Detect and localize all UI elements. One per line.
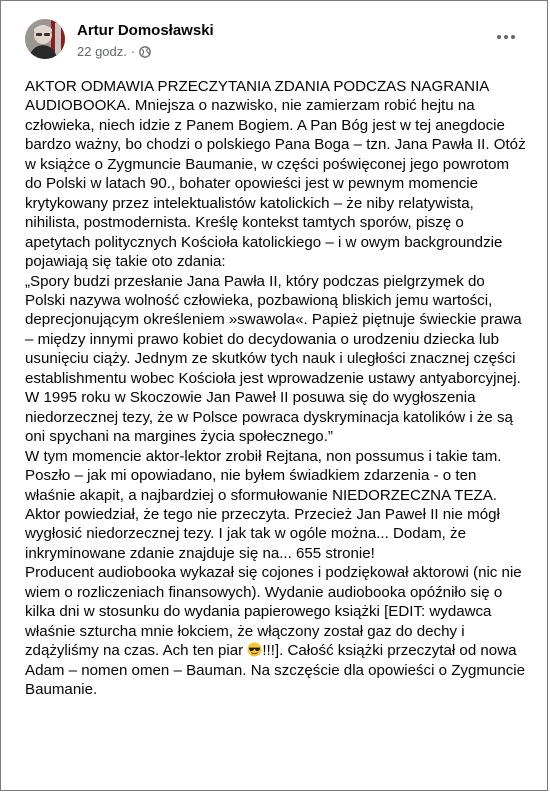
meta-separator: · [130,44,136,59]
post-paragraph-producer-start: Producent audiobooka wykazał się cojones i podziękował aktorowi (nic nie wiem o rozliczeniach finansowych). Wydanie audiobooka opóźniło się o kilka dni w stosunku do wydania papierowego książki [EDIT: wydawca właśnie szturcha mnie łokciem, że włączony został gaz do dechy i zdążyliśmy na czas. Ach ten piar [25,564,522,660]
globe-icon[interactable] [139,46,151,58]
more-options-icon[interactable] [493,27,519,47]
post-paragraph-intro: AKTOR ODMAWIA PRZECZYTANIA ZDANIA PODCZAS NAGRANIA AUDIOBOOKA. Mniejsza o nazwisko, nie zamierzam robić hejtu na człowieka, niech idzie z Panem Bogiem. A Pan Bóg jest w tej anegdocie bardzo ważny, bo chodzi o polskiego Pana Boga – tzn. Jana Pawła II. Otóż w książce o Zygmuncie Baumanie, w części poświęconej jego powrotom do Polski w latach 90., bohater opowieści jest w pewnym momencie krytykowany przez intelektualistów katolickich – że niby relatywista, nihilista, postmodernista. Kreślę kontekst tamtych sporów, piszę o apetytach politycznych Kościoła katolickiego – i w owym backgroundzie pojawiają się takie oto zdania: [25,78,526,271]
sunglasses-emoji-icon [247,642,262,657]
avatar[interactable] [25,19,65,59]
post-meta [77,44,151,59]
timestamp[interactable]: 22 godz. [77,44,127,59]
post-paragraph-producer-end: !!!]. Całość książki przeczytał od nowa Adam – nomen omen – Bauman. Na szczęście dla opowieści o Zygmuncie Baumanie. [25,642,526,699]
post-quote: „Spory budzi przesłanie Jana Pawła II, który podczas pielgrzymek do Polski nazywa wolność człowieka, pozbawioną bliskich jemu wartości, deprecjonującym określeniem »swawola«. Papież piętnuje świeckie prawa – między innymi prawo kobiet do decydowania o urodzeniu dziecka lub usunięciu ciąży. Jednym ze skutków tych nauk i uległości znacznej części establishmentu wobec Kościoła jest wprowadzenie ustawy antyaborcyjnej. W 1995 roku w Skoczowie Jan Paweł II posuwa się do wygłoszenia niedorzecznej tezy, że w Polsce powraca dyskryminacja katolików i że są oni spychani na margines życia społecznego.” [25,272,522,446]
post-body [25,77,529,700]
avatar-photo [25,19,65,59]
post-paragraph-incident: W tym momencie aktor-lektor zrobił Rejtana, non possumus i takie tam. Poszło – jak mi opowiadano, nie byłem świadkiem zdarzenia - o ten właśnie akapit, a najbardziej o sformułowanie NIEDORZECZNA TEZA. Aktor powiedział, że tego nie przeczyta. Przecież Jan Paweł II nie mógł wygłosić niedorzecznej tezy. I jak tak w ogóle można... Dodam, że inkryminowane zdanie znajduje się na... 655 stronie! [25,447,502,562]
post-header [25,15,531,67]
author-name[interactable]: Artur Domosławski [77,22,214,39]
post-paragraph-producer [25,563,529,699]
